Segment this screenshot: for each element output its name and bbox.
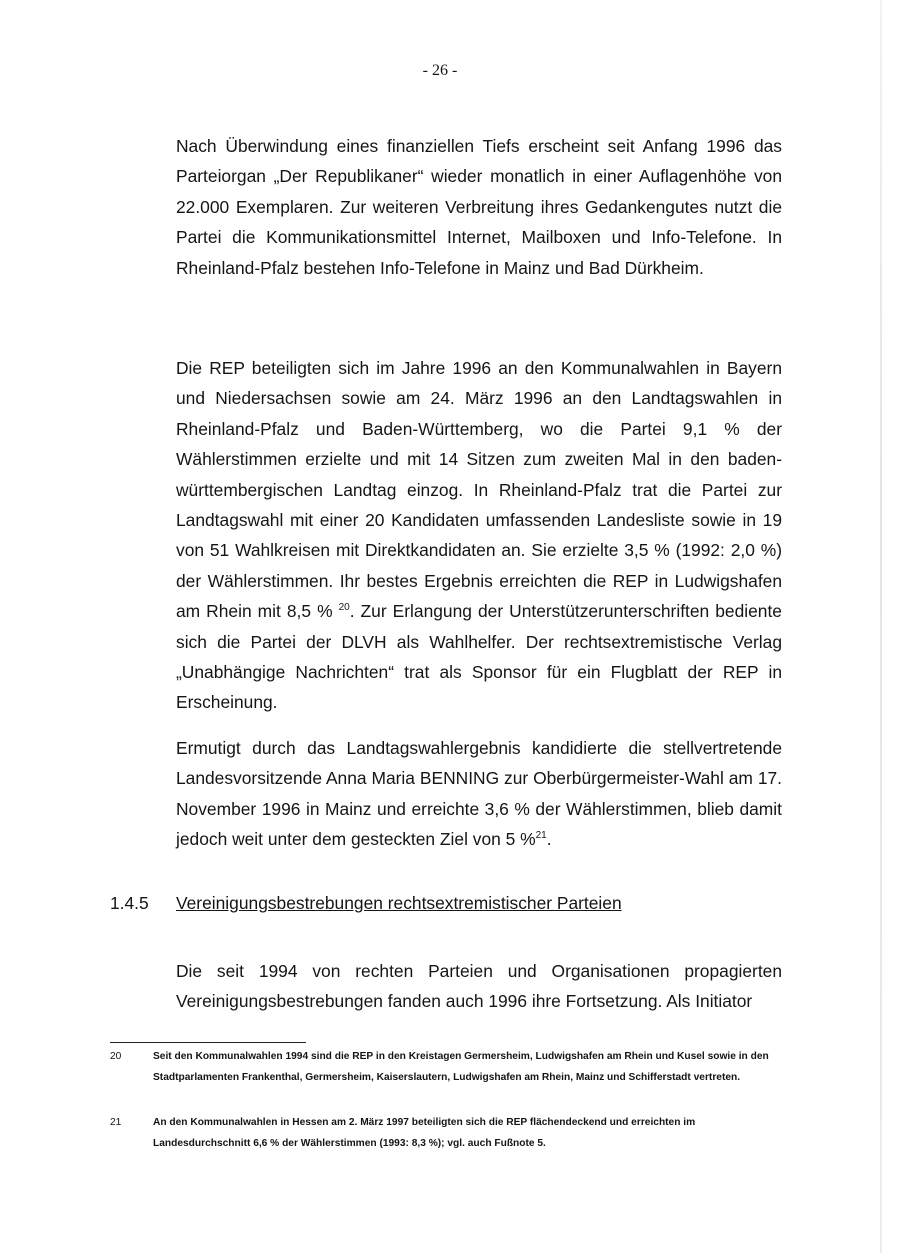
footnote-separator bbox=[110, 1042, 306, 1043]
section-number: 1.4.5 bbox=[110, 893, 149, 913]
paragraph-text-part: . Zur Erlangung der Unterstützerunterschriften bediente sich die Partei der DLVH als Wahlhelfer. Der rechtsextremistische Verlag „Unabhängige Nachrichten“ trat als Sponsor für ein Flugblatt der REP in Erscheinung. bbox=[176, 601, 782, 713]
page-number: - 26 - bbox=[422, 62, 458, 79]
paragraph-text-part: . bbox=[546, 829, 552, 850]
paragraph-text: Die seit 1994 von rechten Parteien und Organisationen propagierten Vereinigungsbestrebungen fanden auch 1996 ihre Fortsetzung. Als Initiator bbox=[176, 961, 782, 1012]
paragraph-2 bbox=[176, 353, 782, 718]
footnote-reference-21[interactable]: 21 bbox=[535, 830, 547, 842]
paragraph-3 bbox=[176, 733, 782, 855]
footnote-reference-20[interactable]: 20 bbox=[338, 602, 350, 614]
paragraph-1 bbox=[176, 131, 782, 283]
footnote-number: 20 bbox=[110, 1051, 122, 1062]
paragraph-4 bbox=[176, 956, 782, 1017]
paragraph-text bbox=[176, 733, 782, 855]
page-edge-shadow bbox=[880, 0, 882, 1253]
footnote-text: Seit den Kommunalwahlen 1994 sind die REP in den Kreistagen Germersheim, Ludwigshafen am Rhein und Kusel sowie in den Stadtparlamenten Frankenthal, Germersheim, Kaiserslautern, Ludwigshafen am Rhein, Mainz und Schifferstadt vertreten. bbox=[153, 1051, 769, 1083]
paragraph-text: Nach Überwindung eines finanziellen Tiefs erscheint seit Anfang 1996 das Parteiorgan „Der Republikaner“ wieder monatlich in einer Auflagenhöhe von 22.000 Exemplaren. Zur weiteren Verbreitung ihres Gedankengutes nutzt die Partei die Kommunikationsmittel Internet, Mailboxen und Info-Telefone. In Rheinland-Pfalz bestehen Info-Telefone in Mainz und Bad Dürkheim. bbox=[176, 136, 782, 278]
paragraph-text-part: Ermutigt durch das Landtagswahlergebnis kandidierte die stellvertretende Landesvorsitzende Anna Maria BENNING zur Oberbürgermeister-Wahl am 17. November 1996 in Mainz und erreichte 3,6 % der Wählerstimmen, blieb damit jedoch weit unter dem gesteckten Ziel von 5 % bbox=[176, 738, 782, 850]
paragraph-text-part: Die REP beteiligten sich im Jahre 1996 an den Kommunalwahlen in Bayern und Niedersachsen sowie am 24. März 1996 an den Landtagswahlen in Rheinland-Pfalz und Baden-Württemberg, wo die Partei 9,1 % der Wählerstimmen erzielte und mit 14 Sitzen zum zweiten Mal in den baden-württembergischen Landtag einzog. In Rheinland-Pfalz trat die Partei zur Landtagswahl mit einer 20 Kandidaten umfassenden Landesliste sowie in 19 von 51 Wahlkreisen mit Direktkandidaten an. Sie erzielte 3,5 % (1992: 2,0 %) der Wählerstimmen. Ihr bestes Ergebnis erreichten die REP in Ludwigshafen am Rhein mit 8,5 % bbox=[176, 358, 782, 622]
paragraph-text bbox=[176, 353, 782, 718]
footnote-text: An den Kommunalwahlen in Hessen am 2. März 1997 beteiligten sich die REP flächendeckend und erreichten im Landesdurchschnitt 6,6 % der Wählerstimmen (1993: 8,3 %); vgl. auch Fußnote 5. bbox=[153, 1117, 696, 1149]
footnote-number: 21 bbox=[110, 1117, 122, 1128]
section-title: Vereinigungsbestrebungen rechtsextremistischer Parteien bbox=[176, 893, 622, 913]
